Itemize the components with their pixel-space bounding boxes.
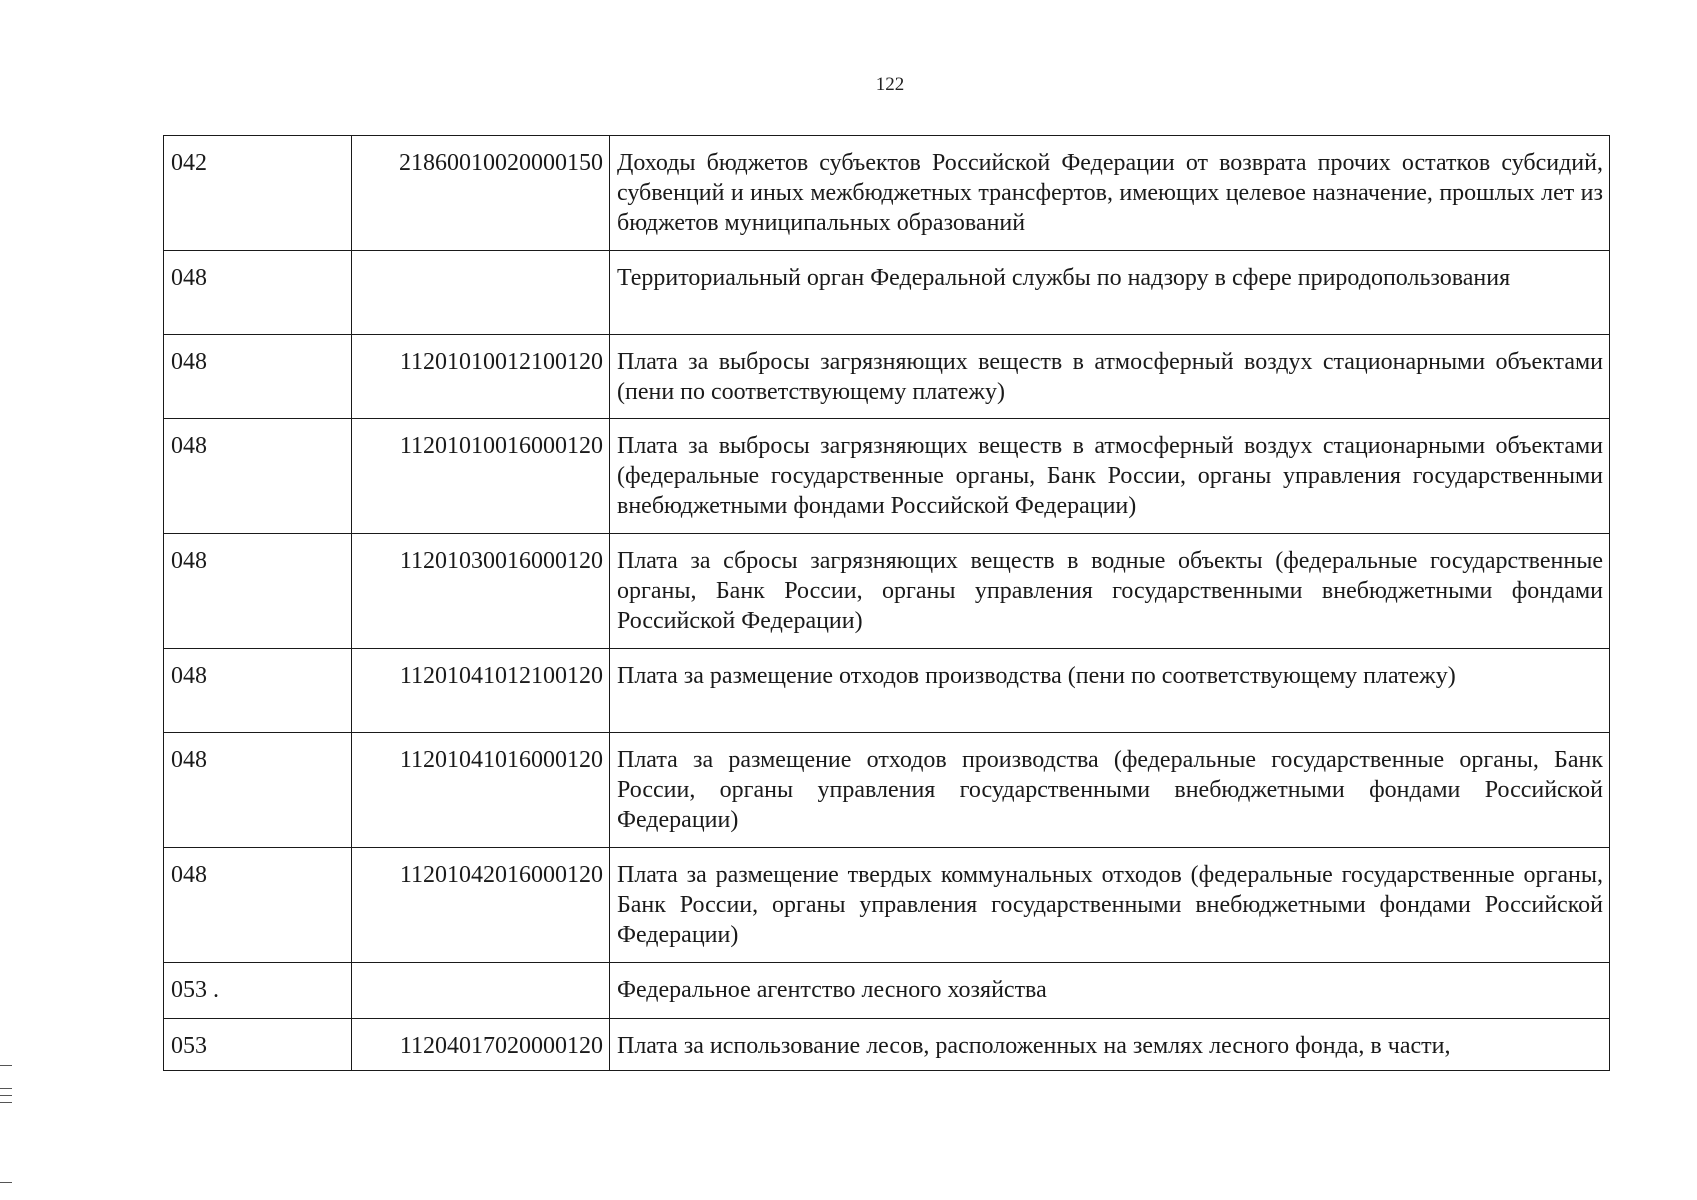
admin-code-cell: 053 [164, 1019, 352, 1071]
budget-code-cell [352, 251, 610, 335]
admin-code-cell: 048 [164, 649, 352, 733]
table-row [164, 136, 1610, 251]
admin-code-cell: 048 [164, 848, 352, 963]
table-row [164, 419, 1610, 534]
income-name-cell: Доходы бюджетов субъектов Российской Федерации от возврата прочих остатков субсидий, субвенций и иных межбюджетных трансфертов, имеющих целевое назначение, прошлых лет из бюджетов муниципальных образований [610, 136, 1610, 251]
admin-code-cell: 053 . [164, 963, 352, 1019]
scan-margin-mark [0, 1065, 12, 1066]
table-row [164, 649, 1610, 733]
page-number: 122 [875, 74, 905, 95]
budget-code-cell: 11201010016000120 [352, 419, 610, 534]
admin-code-cell: 048 [164, 335, 352, 419]
budget-code-cell: 11204017020000120 [352, 1019, 610, 1071]
table-row [164, 848, 1610, 963]
scan-margin-mark [0, 1088, 12, 1089]
table-row [164, 534, 1610, 649]
income-name-cell: Плата за использование лесов, расположенных на землях лесного фонда, в части, [610, 1019, 1610, 1071]
budget-code-cell: 11201041012100120 [352, 649, 610, 733]
income-name-cell: Федеральное агентство лесного хозяйства [610, 963, 1610, 1019]
table-row [164, 251, 1610, 335]
income-name-cell: Территориальный орган Федеральной службы по надзору в сфере природопользования [610, 251, 1610, 335]
admin-code-cell: 042 [164, 136, 352, 251]
budget-code-cell: 11201041016000120 [352, 733, 610, 848]
scan-margin-mark [0, 1095, 12, 1096]
budget-code-cell [352, 963, 610, 1019]
income-name-cell: Плата за размещение отходов производства (федеральные государственные органы, Банк России, органы управления государственными внебюджетными фондами Российской Федерации) [610, 733, 1610, 848]
admin-code-cell: 048 [164, 419, 352, 534]
budget-code-cell: 11201030016000120 [352, 534, 610, 649]
scan-margin-mark [0, 1102, 12, 1103]
income-name-cell: Плата за размещение отходов производства (пени по соответствующему платежу) [610, 649, 1610, 733]
income-name-cell: Плата за выбросы загрязняющих веществ в атмосферный воздух стационарными объектами (федеральные государственные органы, Банк России, органы управления государственными внебюджетными фондами Российской Федерации) [610, 419, 1610, 534]
admin-code-cell: 048 [164, 251, 352, 335]
scan-margin-mark [0, 1182, 12, 1183]
income-name-cell: Плата за размещение твердых коммунальных отходов (федеральные государственные органы, Банк России, органы управления государственными внебюджетными фондами Российской Федерации) [610, 848, 1610, 963]
table-row [164, 1019, 1610, 1071]
budget-code-cell: 21860010020000150 [352, 136, 610, 251]
budget-code-cell: 11201042016000120 [352, 848, 610, 963]
income-name-cell: Плата за выбросы загрязняющих веществ в атмосферный воздух стационарными объектами (пени по соответствующему платежу) [610, 335, 1610, 419]
table-row [164, 733, 1610, 848]
admin-code-cell: 048 [164, 534, 352, 649]
table-row [164, 963, 1610, 1019]
income-name-cell: Плата за сбросы загрязняющих веществ в водные объекты (федеральные государственные органы, Банк России, органы управления государственными внебюджетными фондами Российской Федерации) [610, 534, 1610, 649]
budget-code-cell: 11201010012100120 [352, 335, 610, 419]
table-row [164, 335, 1610, 419]
admin-code-cell: 048 [164, 733, 352, 848]
budget-codes-table [163, 135, 1610, 1071]
